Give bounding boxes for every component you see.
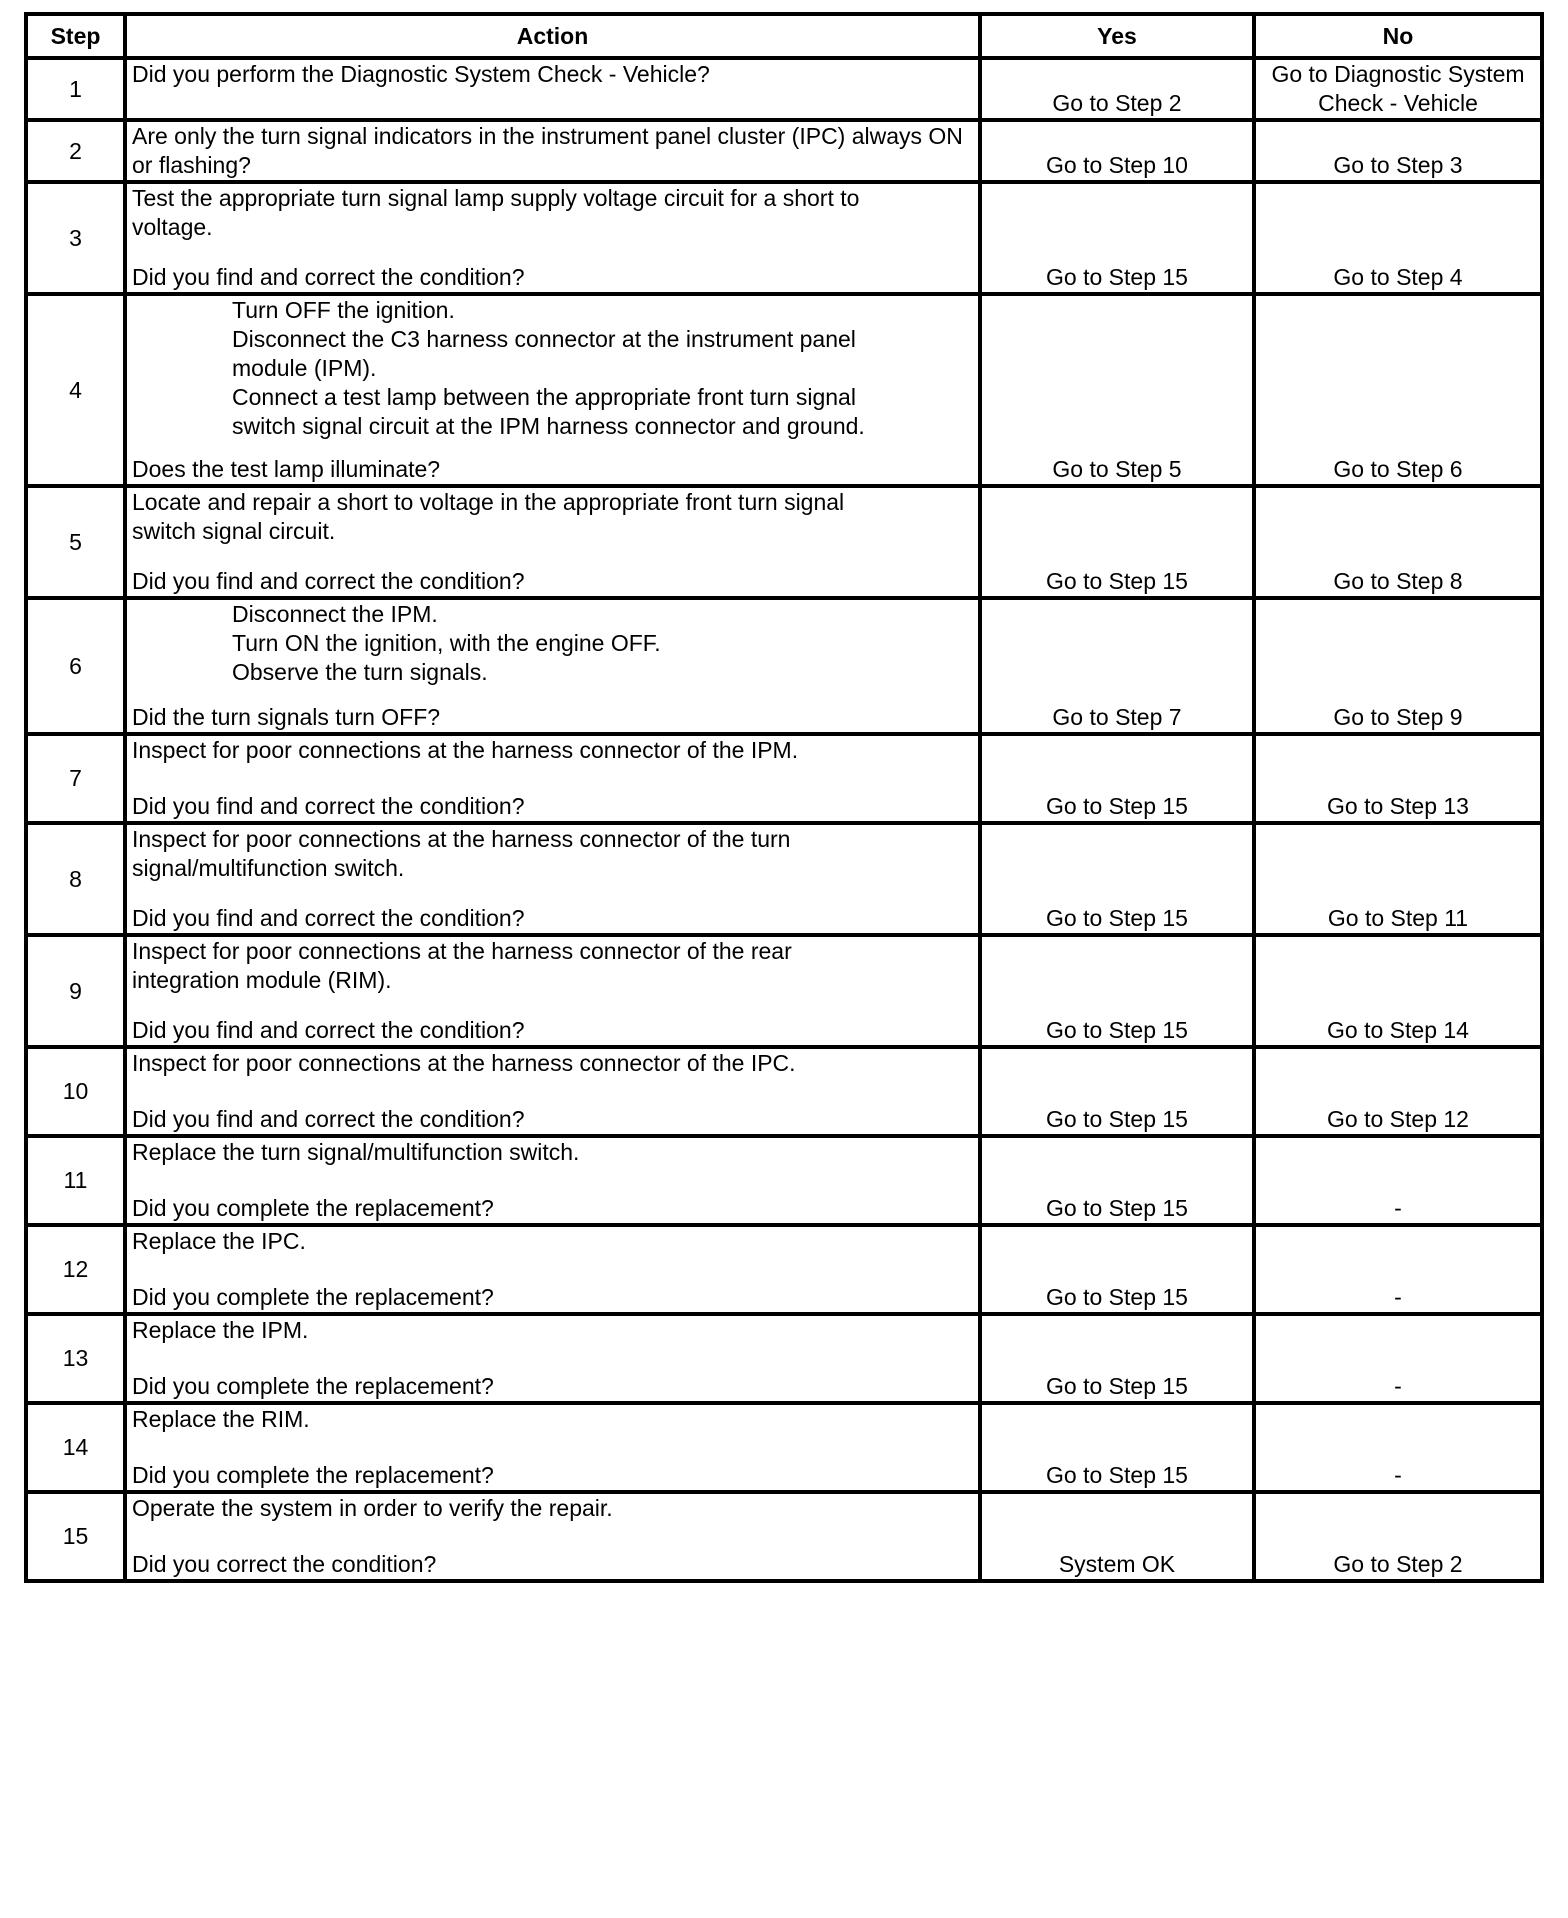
table-row [26, 598, 1542, 734]
action-content [132, 184, 973, 292]
instruction-line: Operate the system in order to verify the repair. [132, 1495, 613, 1521]
action-content [132, 1227, 973, 1312]
question-text: Did you complete the replacement? [132, 1462, 494, 1488]
no-result: Go to Step 12 [1254, 1047, 1542, 1136]
action-content [132, 937, 973, 1045]
substep-line: Observe the turn signals. [232, 659, 488, 685]
header-action: Action [125, 14, 980, 58]
action-cell [125, 294, 980, 486]
question-text: Did you find and correct the condition? [132, 1017, 525, 1043]
header-yes: Yes [980, 14, 1254, 58]
question-text: Does the test lamp illuminate? [132, 456, 441, 482]
no-result: - [1254, 1225, 1542, 1314]
question-text: Did you find and correct the condition? [132, 1106, 525, 1132]
yes-result: Go to Step 15 [980, 486, 1254, 598]
step-number: 4 [26, 294, 125, 486]
question-text: Did you find and correct the condition? [132, 568, 525, 594]
instruction-line: Test the appropriate turn signal lamp supply voltage circuit for a short to [132, 185, 860, 211]
table-row [26, 1136, 1542, 1225]
action-cell [125, 823, 980, 935]
action-cell [125, 1314, 980, 1403]
action-cell [125, 1136, 980, 1225]
substep-line: switch signal circuit at the IPM harness connector and ground. [232, 413, 865, 439]
question-text: Did you complete the replacement? [132, 1373, 494, 1399]
yes-result: Go to Step 15 [980, 1225, 1254, 1314]
action-cell [125, 935, 980, 1047]
substep-line: Disconnect the IPM. [232, 601, 438, 627]
instruction-line: Replace the IPM. [132, 1317, 309, 1343]
question-text: Did you find and correct the condition? [132, 905, 525, 931]
yes-result: Go to Step 2 [980, 58, 1254, 120]
step-number: 1 [26, 58, 125, 120]
table-row [26, 823, 1542, 935]
instruction-text [132, 1405, 973, 1434]
yes-result: Go to Step 15 [980, 935, 1254, 1047]
substep-line: Turn OFF the ignition. [232, 297, 455, 323]
yes-result: System OK [980, 1492, 1254, 1581]
question-text: Did you find and correct the condition? [132, 264, 525, 290]
instruction-text [132, 1316, 973, 1345]
action-cell [125, 1047, 980, 1136]
instruction-text [132, 184, 973, 242]
question-text: Did the turn signals turn OFF? [132, 704, 441, 730]
step-number: 5 [26, 486, 125, 598]
action-content [132, 600, 973, 732]
yes-result: Go to Step 10 [980, 120, 1254, 182]
instruction-text [132, 488, 973, 546]
action-cell [125, 598, 980, 734]
action-cell [125, 120, 980, 182]
yes-result: Go to Step 15 [980, 734, 1254, 823]
table-row [26, 182, 1542, 294]
table-body [26, 58, 1542, 1581]
yes-result: Go to Step 15 [980, 1314, 1254, 1403]
instruction-line: Inspect for poor connections at the harness connector of the IPC. [132, 1050, 796, 1076]
instruction-line: Replace the turn signal/multifunction switch. [132, 1139, 580, 1165]
no-result: - [1254, 1314, 1542, 1403]
table-header [26, 14, 1542, 58]
action-cell [125, 58, 980, 120]
table-row [26, 734, 1542, 823]
step-number: 2 [26, 120, 125, 182]
instruction-line: integration module (RIM). [132, 967, 392, 993]
substep-line: Connect a test lamp between the appropriate front turn signal [232, 384, 856, 410]
no-result: Go to Step 3 [1254, 120, 1542, 182]
action-cell [125, 1225, 980, 1314]
header-row [26, 14, 1542, 58]
instruction-text [132, 937, 973, 995]
step-number: 7 [26, 734, 125, 823]
action-content [132, 825, 973, 933]
table-row [26, 1492, 1542, 1581]
yes-result: Go to Step 15 [980, 1136, 1254, 1225]
step-number: 12 [26, 1225, 125, 1314]
action-cell [125, 182, 980, 294]
no-result: Go to Step 14 [1254, 935, 1542, 1047]
instruction-text [132, 736, 973, 765]
header-no: No [1254, 14, 1542, 58]
question-text: Did you perform the Diagnostic System Check - Vehicle? [132, 61, 710, 87]
action-content [132, 122, 973, 180]
action-content [132, 1049, 973, 1134]
no-result: - [1254, 1403, 1542, 1492]
action-content [132, 1316, 973, 1401]
table-row [26, 935, 1542, 1047]
action-content [132, 60, 973, 118]
action-content [132, 1494, 973, 1579]
question-text: Did you correct the condition? [132, 1551, 437, 1577]
instruction-line: Replace the RIM. [132, 1406, 310, 1432]
yes-result: Go to Step 15 [980, 1403, 1254, 1492]
step-number: 10 [26, 1047, 125, 1136]
no-result: Go to Step 6 [1254, 294, 1542, 486]
yes-result: Go to Step 5 [980, 294, 1254, 486]
step-number: 14 [26, 1403, 125, 1492]
question-text: Did you complete the replacement? [132, 1284, 494, 1310]
no-result: Go to Step 2 [1254, 1492, 1542, 1581]
table-row [26, 1314, 1542, 1403]
substep-line: module (IPM). [232, 355, 377, 381]
action-content [132, 1138, 973, 1223]
instruction-line: voltage. [132, 214, 213, 240]
table-row [26, 58, 1542, 120]
table-row [26, 486, 1542, 598]
yes-result: Go to Step 7 [980, 598, 1254, 734]
instruction-text [132, 1227, 973, 1256]
no-result: Go to Step 9 [1254, 598, 1542, 734]
yes-result: Go to Step 15 [980, 1047, 1254, 1136]
question-text: Did you complete the replacement? [132, 1195, 494, 1221]
table-row [26, 1047, 1542, 1136]
instruction-text [132, 1494, 973, 1523]
action-cell [125, 1492, 980, 1581]
action-cell [125, 734, 980, 823]
yes-result: Go to Step 15 [980, 823, 1254, 935]
step-number: 3 [26, 182, 125, 294]
instruction-line: Replace the IPC. [132, 1228, 306, 1254]
instruction-text [132, 1049, 973, 1078]
substep-list [132, 296, 973, 441]
no-result: - [1254, 1136, 1542, 1225]
instruction-line: Locate and repair a short to voltage in the appropriate front turn signal [132, 489, 845, 515]
action-content [132, 1405, 973, 1490]
action-content [132, 296, 973, 484]
yes-result: Go to Step 15 [980, 182, 1254, 294]
substep-line: Disconnect the C3 harness connector at the instrument panel [232, 326, 856, 352]
table-row [26, 1403, 1542, 1492]
table-row [26, 294, 1542, 486]
question-text: Are only the turn signal indicators in the instrument panel cluster (IPC) always ON or flashing? [132, 123, 963, 178]
substep-line: Turn ON the ignition, with the engine OFF. [232, 630, 661, 656]
no-result: Go to Step 11 [1254, 823, 1542, 935]
action-cell [125, 1403, 980, 1492]
instruction-line: Inspect for poor connections at the harness connector of the IPM. [132, 737, 799, 763]
instruction-line: signal/multifunction switch. [132, 855, 405, 881]
instruction-line: Inspect for poor connections at the harness connector of the rear [132, 938, 792, 964]
no-result: Go to Step 13 [1254, 734, 1542, 823]
substep-list [132, 600, 973, 687]
header-step: Step [26, 14, 125, 58]
step-number: 8 [26, 823, 125, 935]
question-text: Did you find and correct the condition? [132, 793, 525, 819]
no-result: Go to Step 4 [1254, 182, 1542, 294]
step-number: 15 [26, 1492, 125, 1581]
step-number: 6 [26, 598, 125, 734]
no-result: Go to Step 8 [1254, 486, 1542, 598]
no-result: Go to Diagnostic System Check - Vehicle [1254, 58, 1542, 120]
instruction-line: Inspect for poor connections at the harness connector of the turn [132, 826, 791, 852]
instruction-line: switch signal circuit. [132, 518, 336, 544]
step-number: 9 [26, 935, 125, 1047]
action-content [132, 736, 973, 821]
step-number: 11 [26, 1136, 125, 1225]
action-cell [125, 486, 980, 598]
diagnostic-table [24, 12, 1544, 1583]
step-number: 13 [26, 1314, 125, 1403]
table-row [26, 1225, 1542, 1314]
instruction-text [132, 1138, 973, 1167]
instruction-text [132, 825, 973, 883]
table-row [26, 120, 1542, 182]
action-content [132, 488, 973, 596]
